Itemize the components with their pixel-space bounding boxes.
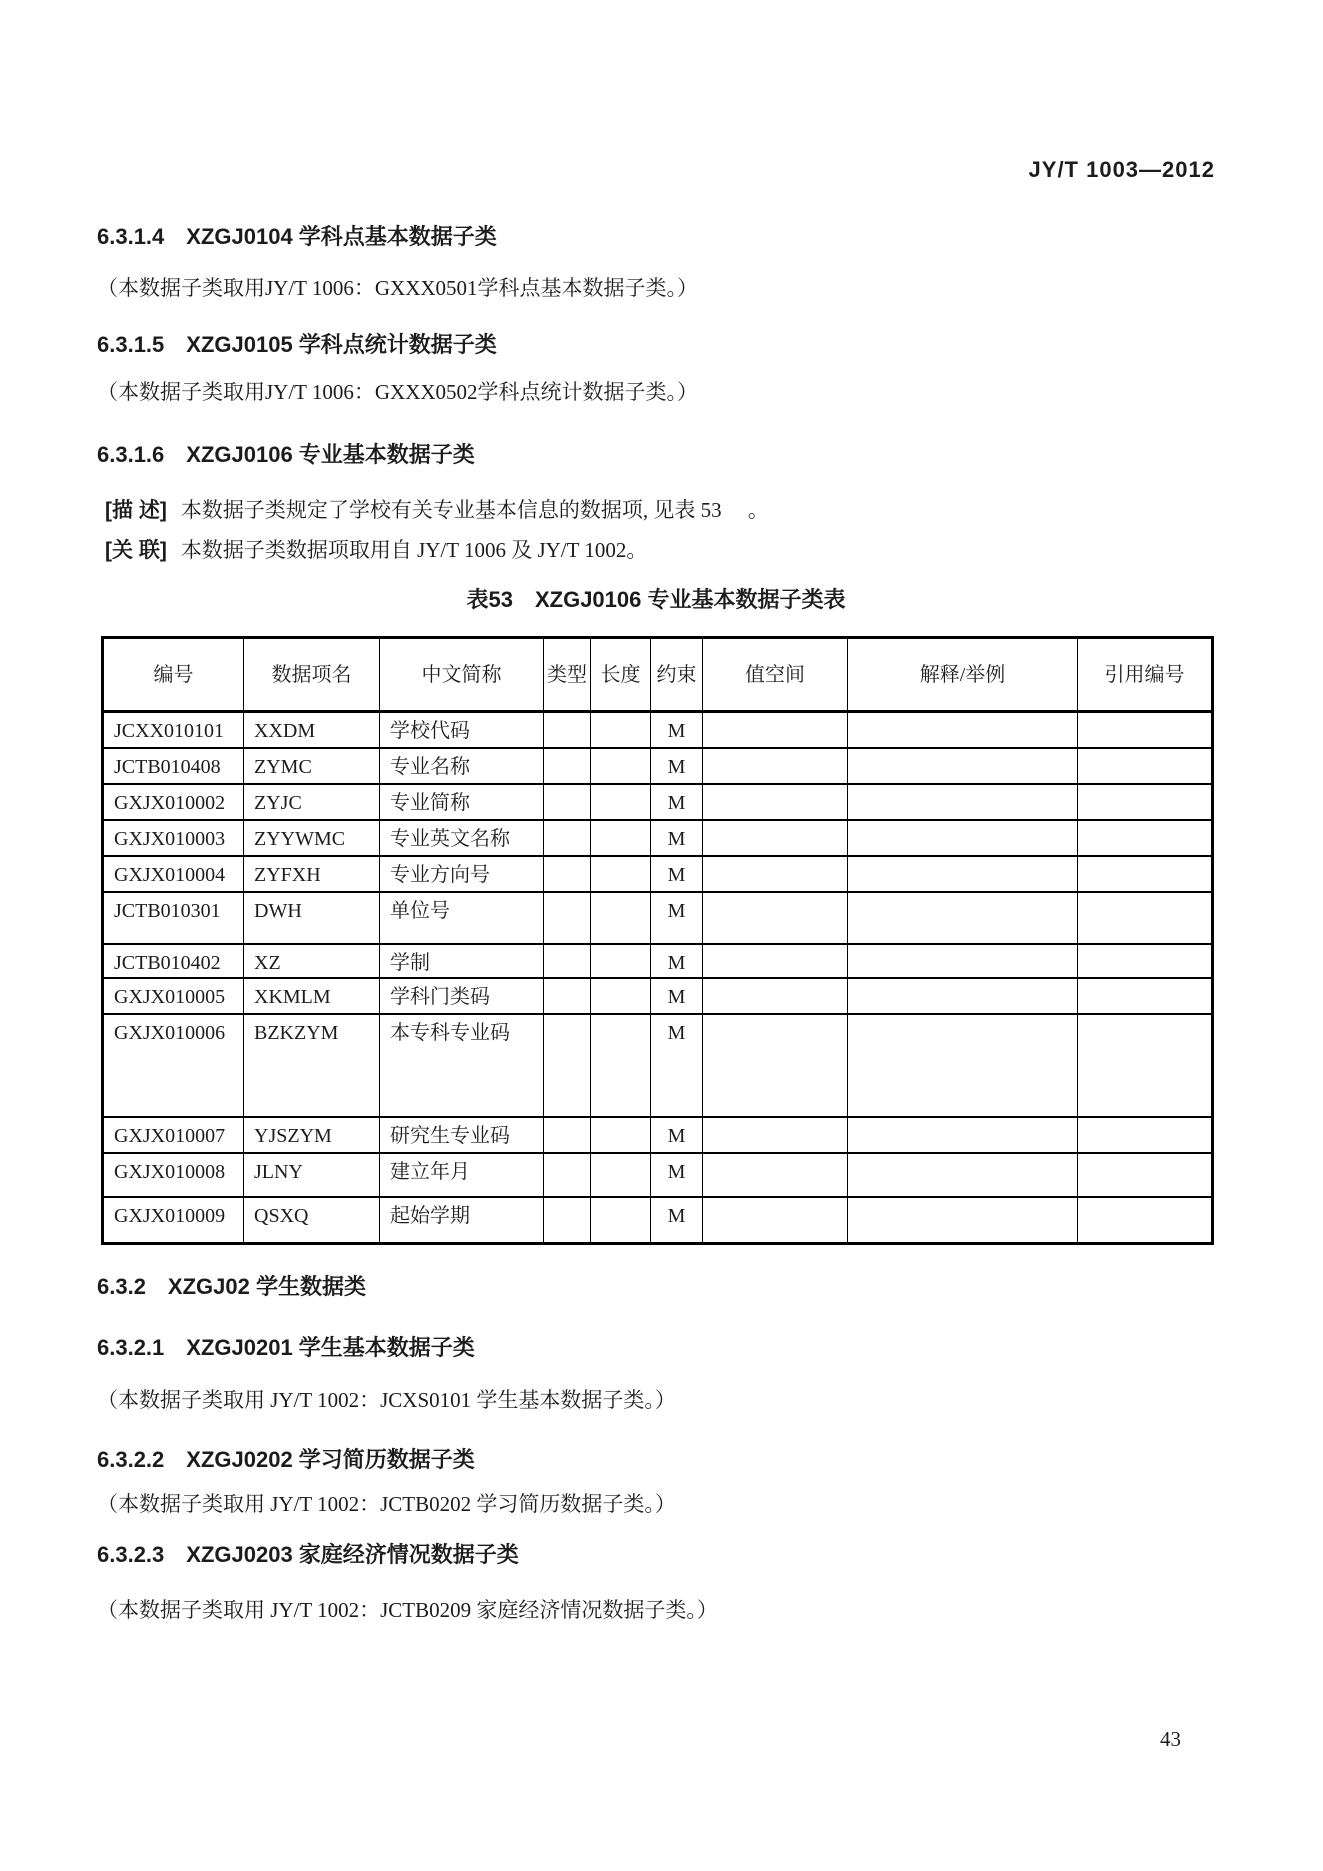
cell-length [591,748,651,784]
cell-explanation [848,856,1078,892]
cell-type [544,1153,591,1197]
description-label: [描 述] [105,499,167,522]
table-row [103,944,1213,978]
heading-6-3-1-6: 6.3.1.6 XZGJ0106 专业基本数据子类 [97,442,475,467]
cell-type [544,1117,591,1153]
col-header-data-item-name: 数据项名 [244,638,380,712]
cell-reference [1078,748,1213,784]
cell-explanation [848,712,1078,748]
cell-length [591,1117,651,1153]
table-row [103,892,1213,944]
cell-length [591,1014,651,1117]
cell-cn-name: 起始学期 [380,1197,544,1244]
cell-explanation [848,944,1078,978]
cell-type [544,748,591,784]
cell-type [544,856,591,892]
cell-constraint: M [651,1197,703,1244]
col-header-length: 长度 [591,638,651,712]
cell-code: GXJX010004 [103,856,244,892]
cell-constraint: M [651,748,703,784]
description-line [97,496,1215,525]
cell-reference [1078,856,1213,892]
cell-type [544,892,591,944]
cell-type [544,978,591,1014]
cell-explanation [848,1117,1078,1153]
relation-text: 本数据子类数据项取用自 JY/T 1006 及 JY/T 1002。 [180,538,648,562]
cell-constraint: M [651,944,703,978]
heading-6-3-2: 6.3.2 XZGJ02 学生数据类 [97,1274,366,1299]
cell-code: JCXX010101 [103,712,244,748]
cell-type [544,712,591,748]
cell-value-space [703,748,848,784]
col-header-explanation-example: 解释/举例 [848,638,1078,712]
cell-constraint: M [651,820,703,856]
col-header-value-space: 值空间 [703,638,848,712]
cell-cn-name: 研究生专业码 [380,1117,544,1153]
cell-constraint: M [651,978,703,1014]
cell-length [591,1153,651,1197]
table-row [103,1117,1213,1153]
cell-item-name: XXDM [244,712,380,748]
cell-item-name: YJSZYM [244,1117,380,1153]
heading-6-3-1-5: 6.3.1.5 XZGJ0105 学科点统计数据子类 [97,332,497,357]
cell-reference [1078,892,1213,944]
cell-cn-name: 学制 [380,944,544,978]
cell-item-name: JLNY [244,1153,380,1197]
cell-value-space [703,856,848,892]
cell-reference [1078,1153,1213,1197]
cell-value-space [703,1153,848,1197]
cell-length [591,892,651,944]
table-53-title: 表53 XZGJ0106 专业基本数据子类表 [466,587,846,612]
cell-explanation [848,978,1078,1014]
table-row [103,820,1213,856]
col-header-type: 类型 [544,638,591,712]
page-number: 43 [1160,1727,1181,1751]
cell-item-name: BZKZYM [244,1014,380,1117]
cell-reference [1078,784,1213,820]
cell-value-space [703,784,848,820]
cell-constraint: M [651,1117,703,1153]
cell-value-space [703,892,848,944]
paragraph-6-3-2-1: （本数据子类取用 JY/T 1002：JCXS0101 学生基本数据子类。） [97,1388,676,1412]
cell-length [591,712,651,748]
cell-code: GXJX010005 [103,978,244,1014]
table-row [103,784,1213,820]
cell-constraint: M [651,1014,703,1117]
paragraph-6-3-2-3: （本数据子类取用 JY/T 1002：JCTB0209 家庭经济情况数据子类。） [97,1598,718,1622]
cell-code: JCTB010402 [103,944,244,978]
cell-value-space [703,944,848,978]
cell-item-name: ZYFXH [244,856,380,892]
cell-code: GXJX010003 [103,820,244,856]
cell-length [591,784,651,820]
cell-cn-name: 建立年月 [380,1153,544,1197]
cell-code: GXJX010006 [103,1014,244,1117]
cell-constraint: M [651,856,703,892]
cell-value-space [703,712,848,748]
cell-code: GXJX010009 [103,1197,244,1244]
cell-explanation [848,1014,1078,1117]
col-header-chinese-short-name: 中文简称 [380,638,544,712]
col-header-reference-number: 引用编号 [1078,638,1213,712]
table-row [103,1153,1213,1197]
heading-6-3-2-2: 6.3.2.2 XZGJ0202 学习简历数据子类 [97,1447,475,1472]
cell-length [591,944,651,978]
cell-constraint: M [651,712,703,748]
cell-item-name: XZ [244,944,380,978]
cell-code: JCTB010408 [103,748,244,784]
cell-item-name: XKMLM [244,978,380,1014]
cell-code: GXJX010002 [103,784,244,820]
col-header-code-number: 编号 [103,638,244,712]
cell-reference [1078,1197,1213,1244]
table-row [103,1197,1213,1244]
cell-length [591,856,651,892]
cell-length [591,1197,651,1244]
col-header-constraint: 约束 [651,638,703,712]
cell-explanation [848,1153,1078,1197]
cell-reference [1078,1014,1213,1117]
cell-item-name: ZYYWMC [244,820,380,856]
cell-constraint: M [651,892,703,944]
paragraph-6-3-1-5: （本数据子类取用JY/T 1006：GXXX0502学科点统计数据子类。） [97,380,699,404]
cell-item-name: ZYJC [244,784,380,820]
cell-item-name: DWH [244,892,380,944]
cell-explanation [848,1197,1078,1244]
cell-cn-name: 专业英文名称 [380,820,544,856]
cell-value-space [703,978,848,1014]
cell-code: GXJX010008 [103,1153,244,1197]
table-row [103,712,1213,748]
cell-explanation [848,892,1078,944]
cell-value-space [703,1117,848,1153]
cell-type [544,784,591,820]
cell-constraint: M [651,1153,703,1197]
cell-code: JCTB010301 [103,892,244,944]
cell-cn-name: 专业简称 [380,784,544,820]
cell-type [544,820,591,856]
table-row [103,978,1213,1014]
cell-explanation [848,784,1078,820]
cell-constraint: M [651,784,703,820]
cell-code: GXJX010007 [103,1117,244,1153]
cell-reference [1078,712,1213,748]
table-53 [101,636,1214,1245]
cell-reference [1078,978,1213,1014]
cell-length [591,820,651,856]
cell-item-name: ZYMC [244,748,380,784]
cell-item-name: QSXQ [244,1197,380,1244]
cell-value-space [703,1014,848,1117]
cell-reference [1078,1117,1213,1153]
cell-type [544,1197,591,1244]
relation-label: [关 联] [105,539,167,562]
cell-cn-name: 本专科专业码 [380,1014,544,1117]
cell-value-space [703,1197,848,1244]
heading-6-3-2-3: 6.3.2.3 XZGJ0203 家庭经济情况数据子类 [97,1542,519,1567]
table-header-row [103,638,1213,712]
relation-line [97,536,1215,565]
paragraph-6-3-2-2: （本数据子类取用 JY/T 1002：JCTB0202 学习简历数据子类。） [97,1492,676,1516]
cell-type [544,944,591,978]
table-row [103,856,1213,892]
cell-reference [1078,944,1213,978]
description-text: 本数据子类规定了学校有关专业基本信息的数据项, 见表 53 。 [180,498,769,522]
cell-cn-name: 专业名称 [380,748,544,784]
paragraph-6-3-1-4: （本数据子类取用JY/T 1006：GXXX0501学科点基本数据子类。） [97,276,699,300]
cell-explanation [848,820,1078,856]
cell-cn-name: 学科门类码 [380,978,544,1014]
cell-cn-name: 学校代码 [380,712,544,748]
cell-type [544,1014,591,1117]
table-row [103,1014,1213,1117]
cell-explanation [848,748,1078,784]
standard-reference: JY/T 1003—2012 [1028,157,1215,182]
cell-cn-name: 专业方向号 [380,856,544,892]
cell-cn-name: 单位号 [380,892,544,944]
heading-6-3-2-1: 6.3.2.1 XZGJ0201 学生基本数据子类 [97,1335,475,1360]
cell-reference [1078,820,1213,856]
heading-6-3-1-4: 6.3.1.4 XZGJ0104 学科点基本数据子类 [97,224,497,249]
cell-value-space [703,820,848,856]
cell-length [591,978,651,1014]
table-row [103,748,1213,784]
